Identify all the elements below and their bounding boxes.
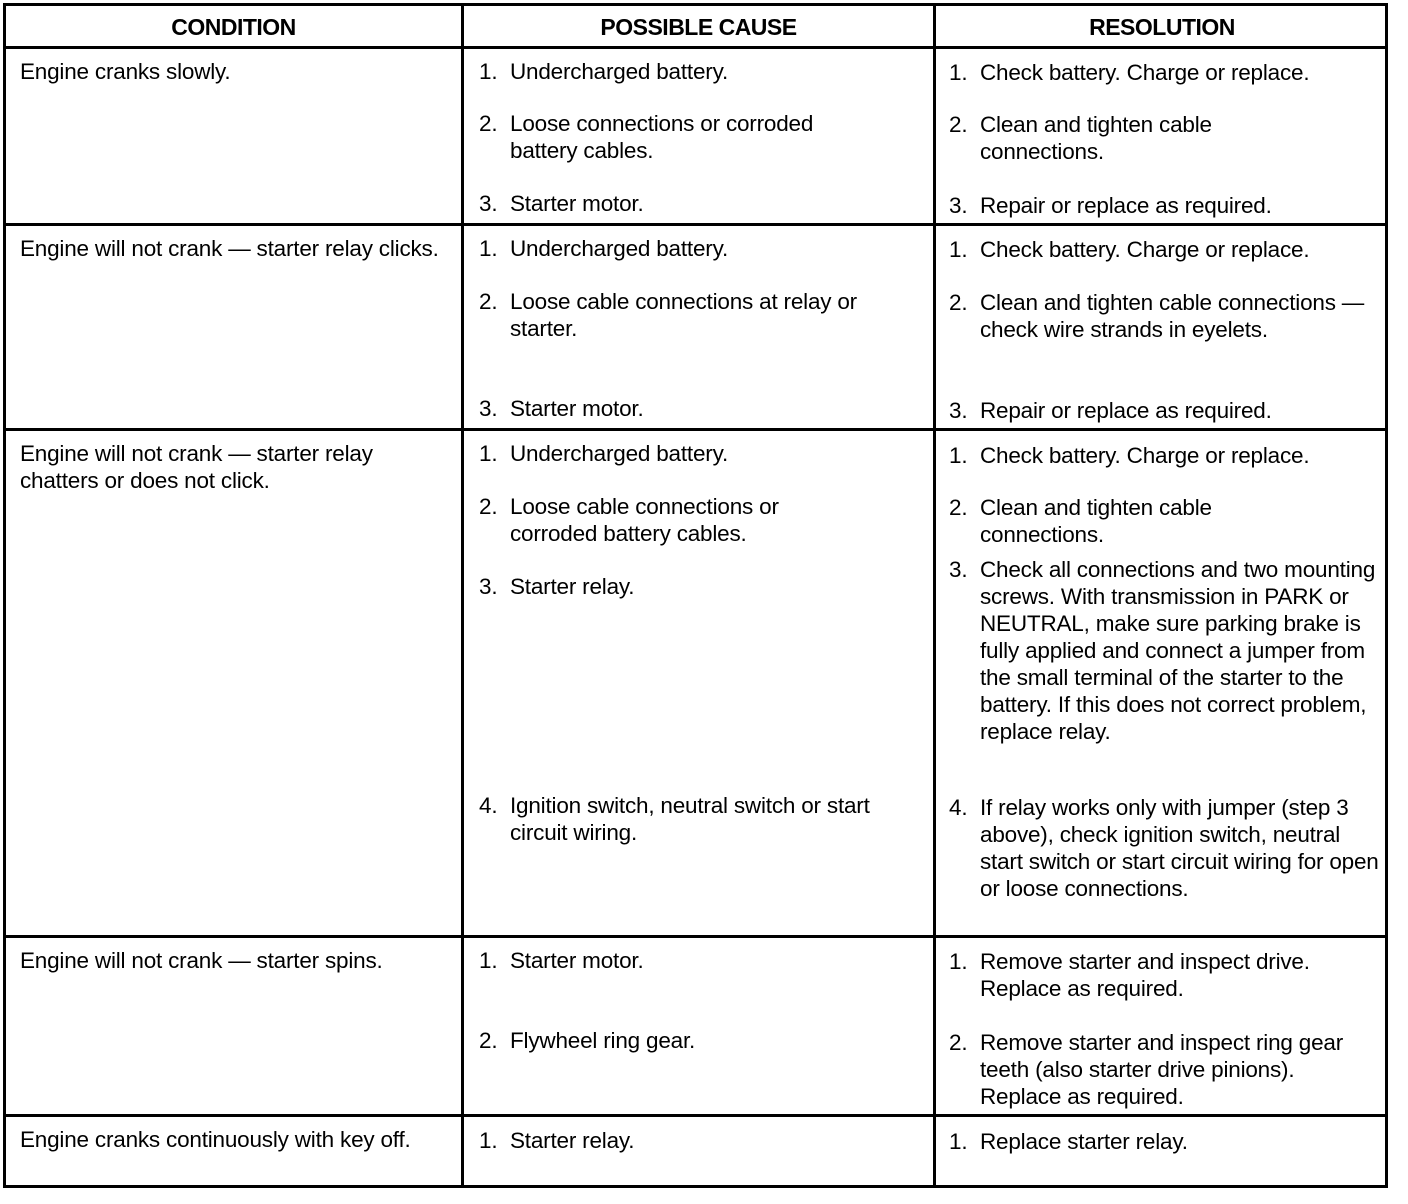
resolution-item [949, 556, 1379, 745]
cause-item [479, 395, 919, 422]
item-number: 3. [949, 193, 968, 218]
row-divider [6, 1114, 1385, 1117]
item-number: 1. [479, 441, 498, 466]
column-divider [933, 6, 936, 1185]
resolution-item [949, 397, 1379, 424]
item-number: 3. [949, 398, 968, 423]
item-number: 3. [949, 557, 968, 582]
item-text: If relay works only with jumper (step 3 above), check ignition switch, neutral start switch or start circuit wiring for open or loose connections. [980, 795, 1379, 901]
item-text: Loose connections or corroded battery cables. [510, 111, 814, 163]
item-number: 3. [479, 574, 498, 599]
resolution-item [949, 192, 1379, 219]
resolution-item [949, 236, 1379, 263]
item-text: Clean and tighten cable connections. [980, 112, 1212, 164]
header-resolution: RESOLUTION [1089, 14, 1235, 40]
item-number: 1. [949, 949, 968, 974]
item-text: Replace starter relay. [980, 1129, 1188, 1154]
header-possible-cause: POSSIBLE CAUSE [600, 14, 797, 40]
cause-item [479, 1027, 919, 1054]
row-divider [6, 935, 1385, 938]
item-text: Undercharged battery. [510, 441, 729, 466]
resolution-item [949, 59, 1379, 86]
item-text: Repair or replace as required. [980, 398, 1272, 423]
item-text: Clean and tighten cable connections. [980, 495, 1212, 547]
item-text: Flywheel ring gear. [510, 1028, 696, 1053]
item-number: 1. [479, 948, 498, 973]
condition-cell: Engine will not crank — starter spins. [20, 948, 383, 973]
item-number: 4. [479, 793, 498, 818]
resolution-item [949, 442, 1379, 469]
item-text: Starter motor. [510, 191, 644, 216]
item-text: Starter motor. [510, 948, 644, 973]
item-text: Loose cable connections or corroded battery cables. [510, 494, 779, 546]
item-number: 1. [479, 236, 498, 261]
cause-item [479, 288, 909, 342]
item-number: 2. [949, 112, 968, 137]
condition-cell: Engine cranks slowly. [20, 59, 231, 84]
item-text: Clean and tighten cable connections — check wire strands in eyelets. [980, 290, 1365, 342]
cause-item [479, 573, 919, 600]
cause-item [479, 947, 919, 974]
item-number: 1. [949, 443, 968, 468]
troubleshooting-table [3, 3, 1388, 1188]
row-divider [6, 223, 1385, 226]
resolution-item [949, 1128, 1379, 1155]
item-text: Loose cable connections at relay or starter. [510, 289, 857, 341]
item-text: Check battery. Charge or replace. [980, 60, 1310, 85]
cause-item [479, 792, 899, 846]
item-number: 3. [479, 191, 498, 216]
item-text: Undercharged battery. [510, 236, 729, 261]
item-number: 2. [949, 1030, 968, 1055]
item-number: 1. [949, 1129, 968, 1154]
item-number: 2. [479, 111, 498, 136]
item-number: 2. [949, 290, 968, 315]
condition-cell: Engine will not crank — starter relay chatters or does not click. [20, 441, 373, 493]
item-text: Remove starter and inspect drive. Replace as required. [980, 949, 1310, 1001]
item-text: Check all connections and two mounting screws. With transmission in PARK or NEUTRAL, make sure parking brake is fully applied and connect a jumper from the small terminal of the starter to the battery. If this does not correct problem, replace relay. [980, 557, 1376, 744]
item-number: 2. [479, 289, 498, 314]
cause-item [479, 440, 919, 467]
item-number: 1. [949, 237, 968, 262]
cause-item [479, 1127, 919, 1154]
item-text: Repair or replace as required. [980, 193, 1272, 218]
item-text: Check battery. Charge or replace. [980, 443, 1310, 468]
item-number: 2. [949, 495, 968, 520]
cause-item [479, 493, 859, 547]
resolution-item [949, 794, 1379, 902]
condition-cell: Engine cranks continuously with key off. [20, 1127, 411, 1152]
cause-item [479, 58, 919, 85]
cause-item [479, 190, 919, 217]
resolution-item [949, 494, 1279, 548]
row-divider [6, 428, 1385, 431]
resolution-item [949, 111, 1279, 165]
item-number: 2. [479, 1028, 498, 1053]
item-text: Undercharged battery. [510, 59, 729, 84]
resolution-item [949, 1029, 1359, 1110]
column-divider [461, 6, 464, 1185]
item-number: 4. [949, 795, 968, 820]
item-number: 1. [479, 1128, 498, 1153]
condition-cell: Engine will not crank — starter relay clicks. [20, 236, 439, 261]
item-text: Check battery. Charge or replace. [980, 237, 1310, 262]
item-number: 1. [479, 59, 498, 84]
item-text: Remove starter and inspect ring gear teeth (also starter drive pinions). Replace as required. [980, 1030, 1343, 1109]
item-text: Starter motor. [510, 396, 644, 421]
item-number: 3. [479, 396, 498, 421]
item-number: 1. [949, 60, 968, 85]
cause-item [479, 110, 879, 164]
resolution-item [949, 948, 1379, 1002]
item-text: Starter relay. [510, 1128, 635, 1153]
item-text: Starter relay. [510, 574, 635, 599]
cause-item [479, 235, 919, 262]
item-text: Ignition switch, neutral switch or start circuit wiring. [510, 793, 870, 845]
item-number: 2. [479, 494, 498, 519]
header-condition: CONDITION [171, 14, 296, 40]
resolution-item [949, 289, 1374, 343]
